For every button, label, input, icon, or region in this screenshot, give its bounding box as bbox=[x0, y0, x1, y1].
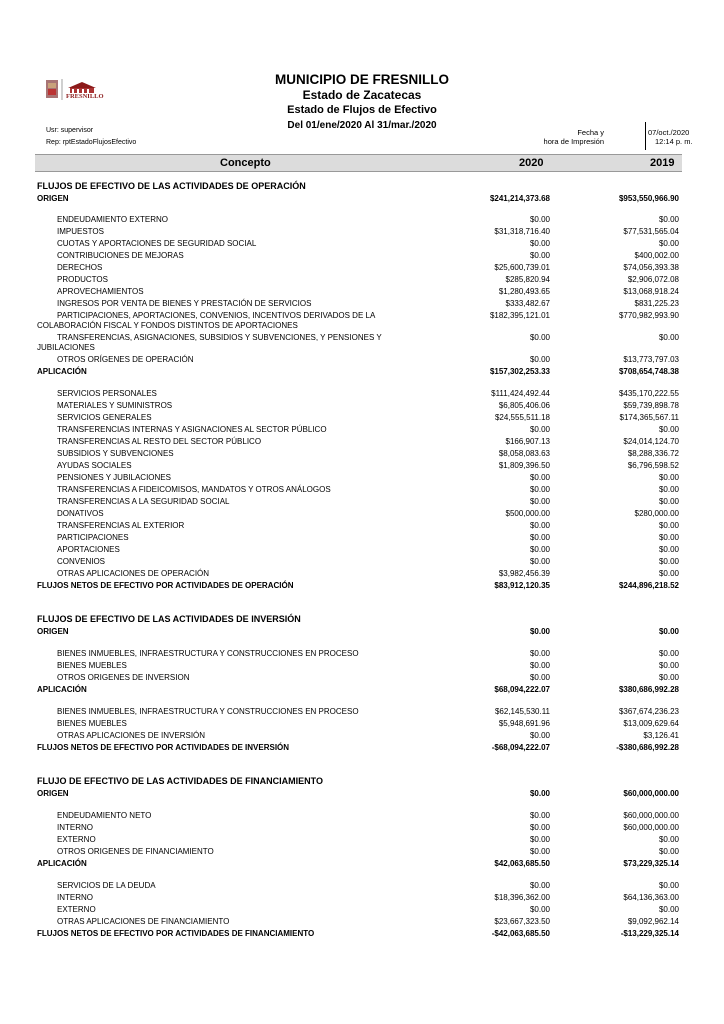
row-label: PARTICIPACIONES, APORTACIONES, CONVENIOS, INCENTIVOS DERIVADOS DE LA bbox=[57, 311, 376, 320]
value-2019: $831,225.23 bbox=[634, 299, 679, 308]
year-2020-header: 2020 bbox=[519, 157, 544, 169]
value-2020: -$42,063,685.50 bbox=[491, 929, 550, 938]
value-2019: $0.00 bbox=[658, 847, 679, 856]
line-item-row bbox=[0, 847, 724, 859]
subtotal-row bbox=[0, 743, 724, 755]
report-id-label: Rep: rptEstadoFlujosEfectivo bbox=[46, 139, 137, 146]
section-heading bbox=[0, 181, 724, 193]
row-label: INTERNO bbox=[57, 823, 93, 832]
value-2019: $13,009,629.64 bbox=[623, 719, 679, 728]
value-2020: $0.00 bbox=[529, 811, 550, 820]
row-label: SUBSIDIOS Y SUBVENCIONES bbox=[57, 449, 174, 458]
value-2020: $0.00 bbox=[529, 473, 550, 482]
row-label: SERVICIOS DE LA DEUDA bbox=[57, 881, 156, 890]
value-2019: $0.00 bbox=[658, 905, 679, 914]
value-2020: $500,000.00 bbox=[505, 509, 550, 518]
line-item-row bbox=[0, 215, 724, 227]
value-2019: $380,686,992.28 bbox=[618, 685, 679, 694]
row-label: AYUDAS SOCIALES bbox=[57, 461, 132, 470]
row-label: INGRESOS POR VENTA DE BIENES Y PRESTACIÓN DE SERVICIOS bbox=[57, 299, 312, 308]
line-item-row bbox=[0, 401, 724, 413]
subtotal-row bbox=[0, 859, 724, 871]
value-2019: $0.00 bbox=[658, 649, 679, 658]
value-2020: $241,214,373.68 bbox=[489, 194, 550, 203]
column-header-bar bbox=[35, 154, 682, 172]
value-2019: $0.00 bbox=[658, 835, 679, 844]
line-item-row bbox=[0, 509, 724, 521]
value-2019: $0.00 bbox=[658, 521, 679, 530]
row-label: APROVECHAMIENTOS bbox=[57, 287, 144, 296]
value-2019: $0.00 bbox=[658, 497, 679, 506]
estado-title: Estado de Zacatecas bbox=[302, 88, 422, 102]
row-label: CUOTAS Y APORTACIONES DE SEGURIDAD SOCIAL bbox=[57, 239, 257, 248]
value-2019: $0.00 bbox=[658, 485, 679, 494]
value-2020: $0.00 bbox=[529, 649, 550, 658]
row-label: DERECHOS bbox=[57, 263, 103, 272]
row-label: FLUJOS NETOS DE EFECTIVO POR ACTIVIDADES DE OPERACIÓN bbox=[37, 581, 294, 590]
value-2019: $0.00 bbox=[658, 661, 679, 670]
value-2020: $0.00 bbox=[529, 251, 550, 260]
value-2019: $13,068,918.24 bbox=[623, 287, 679, 296]
fecha-label: Fecha y bbox=[577, 128, 604, 137]
subtotal-row bbox=[0, 685, 724, 697]
period-title: Del 01/ene/2020 Al 31/mar./2020 bbox=[287, 120, 437, 131]
row-label: MATERIALES Y SUMINISTROS bbox=[57, 401, 173, 410]
row-label: IMPUESTOS bbox=[57, 227, 104, 236]
row-label: ORIGEN bbox=[37, 627, 69, 636]
hora-value: 12:14 p. m. bbox=[655, 137, 693, 146]
subtotal-row bbox=[0, 929, 724, 941]
line-item-row bbox=[0, 569, 724, 581]
value-2020: $0.00 bbox=[529, 521, 550, 530]
concepto-header: Concepto bbox=[220, 157, 271, 169]
line-item-row bbox=[0, 661, 724, 673]
value-2020: $0.00 bbox=[529, 905, 550, 914]
value-2020: $0.00 bbox=[529, 835, 550, 844]
value-2019: $60,000,000.00 bbox=[623, 789, 679, 798]
value-2020: $18,396,362.00 bbox=[494, 893, 550, 902]
value-2020: $0.00 bbox=[529, 215, 550, 224]
row-label: OTRAS APLICACIONES DE OPERACIÓN bbox=[57, 569, 210, 578]
value-2020: -$68,094,222.07 bbox=[491, 743, 550, 752]
line-item-row bbox=[0, 321, 724, 333]
row-label: OTROS ORIGENES DE INVERSION bbox=[57, 673, 190, 682]
row-label: TRANSFERENCIAS, ASIGNACIONES, SUBSIDIOS Y SUBVENCIONES, Y PENSIONES Y bbox=[57, 333, 382, 342]
value-2020: $0.00 bbox=[529, 661, 550, 670]
line-item-row bbox=[0, 649, 724, 661]
line-item-row bbox=[0, 413, 724, 425]
value-2019: $367,674,236.23 bbox=[618, 707, 679, 716]
line-item-row bbox=[0, 227, 724, 239]
value-2019: $770,982,993.90 bbox=[618, 311, 679, 320]
row-label: BIENES INMUEBLES, INFRAESTRUCTURA Y CONSTRUCCIONES EN PROCESO bbox=[57, 649, 359, 658]
value-2019: $244,896,218.52 bbox=[618, 581, 679, 590]
row-label: TRANSFERENCIAS AL EXTERIOR bbox=[57, 521, 185, 530]
line-item-row bbox=[0, 811, 724, 823]
line-item-row bbox=[0, 389, 724, 401]
row-label: APLICACIÓN bbox=[37, 367, 87, 376]
row-label: SERVICIOS GENERALES bbox=[57, 413, 152, 422]
municipio-title: MUNICIPIO DE FRESNILLO bbox=[274, 72, 449, 87]
row-label: TRANSFERENCIAS A LA SEGURIDAD SOCIAL bbox=[57, 497, 230, 506]
value-2019: $0.00 bbox=[658, 333, 679, 342]
subtotal-row bbox=[0, 367, 724, 379]
value-2020: $42,063,685.50 bbox=[494, 859, 550, 868]
row-label: FLUJOS NETOS DE EFECTIVO POR ACTIVIDADES DE FINANCIAMIENTO bbox=[37, 929, 315, 938]
line-item-row bbox=[0, 287, 724, 299]
row-label: EXTERNO bbox=[57, 835, 96, 844]
report-title: Estado de Flujos de Efectivo bbox=[287, 104, 437, 116]
row-label: PARTICIPACIONES bbox=[57, 533, 129, 542]
value-2019: $0.00 bbox=[658, 425, 679, 434]
value-2019: $9,092,962.14 bbox=[627, 917, 679, 926]
section-heading bbox=[0, 614, 724, 626]
value-2020: $6,805,406.06 bbox=[498, 401, 550, 410]
row-label: CONVENIOS bbox=[57, 557, 106, 566]
value-2020: $0.00 bbox=[529, 789, 550, 798]
logo-text: FRESNILLO bbox=[66, 93, 104, 100]
value-2019: $0.00 bbox=[658, 673, 679, 682]
row-label: TRANSFERENCIAS INTERNAS Y ASIGNACIONES AL SECTOR PÚBLICO bbox=[57, 425, 327, 434]
line-item-row bbox=[0, 835, 724, 847]
row-label: BIENES INMUEBLES, INFRAESTRUCTURA Y CONSTRUCCIONES EN PROCESO bbox=[57, 707, 359, 716]
line-item-row bbox=[0, 449, 724, 461]
value-2020: $0.00 bbox=[529, 545, 550, 554]
value-2020: $24,555,511.18 bbox=[494, 413, 550, 422]
line-item-row bbox=[0, 461, 724, 473]
line-item-row bbox=[0, 355, 724, 367]
line-item-row bbox=[0, 557, 724, 569]
value-2019: $0.00 bbox=[658, 215, 679, 224]
line-item-row bbox=[0, 707, 724, 719]
value-2019: $0.00 bbox=[658, 627, 679, 636]
line-item-row bbox=[0, 473, 724, 485]
row-label: FLUJOS NETOS DE EFECTIVO POR ACTIVIDADES DE INVERSIÓN bbox=[37, 743, 290, 752]
row-label: COLABORACIÓN FISCAL Y FONDOS DISTINTOS DE APORTACIONES bbox=[37, 321, 298, 330]
value-2020: $0.00 bbox=[529, 823, 550, 832]
row-label: CONTRIBUCIONES DE MEJORAS bbox=[57, 251, 184, 260]
value-2020: $3,982,456.39 bbox=[498, 569, 550, 578]
row-label: PRODUCTOS bbox=[57, 275, 108, 284]
line-item-row bbox=[0, 263, 724, 275]
value-2019: $0.00 bbox=[658, 569, 679, 578]
value-2020: $23,667,323.50 bbox=[494, 917, 550, 926]
value-2020: $0.00 bbox=[529, 333, 550, 342]
line-item-row bbox=[0, 299, 724, 311]
row-label: FLUJO DE EFECTIVO DE LAS ACTIVIDADES DE FINANCIAMIENTO bbox=[37, 776, 324, 786]
print-timestamp bbox=[543, 128, 693, 150]
subtotal-row bbox=[0, 789, 724, 801]
value-2020: $1,280,493.65 bbox=[498, 287, 550, 296]
row-label: OTROS ORIGENES DE FINANCIAMIENTO bbox=[57, 847, 214, 856]
row-label: BIENES MUEBLES bbox=[57, 661, 127, 670]
value-2019: $0.00 bbox=[658, 881, 679, 890]
value-2020: $182,395,121.01 bbox=[489, 311, 550, 320]
row-label: ENDEUDAMIENTO EXTERNO bbox=[57, 215, 168, 224]
value-2019: $2,906,072.08 bbox=[627, 275, 679, 284]
value-2020: $0.00 bbox=[529, 847, 550, 856]
line-item-row bbox=[0, 881, 724, 893]
value-2019: $60,000,000.00 bbox=[623, 811, 679, 820]
subtotal-row bbox=[0, 627, 724, 639]
value-2020: $0.00 bbox=[529, 557, 550, 566]
line-item-row bbox=[0, 497, 724, 509]
line-item-row bbox=[0, 905, 724, 917]
row-label: FLUJOS DE EFECTIVO DE LAS ACTIVIDADES DE OPERACIÓN bbox=[37, 181, 306, 191]
fecha-value: 07/oct./2020 bbox=[648, 128, 690, 137]
value-2020: $0.00 bbox=[529, 673, 550, 682]
value-2020: $0.00 bbox=[529, 425, 550, 434]
value-2019: $6,796,598.52 bbox=[627, 461, 679, 470]
value-2020: $0.00 bbox=[529, 485, 550, 494]
value-2019: $77,531,565.04 bbox=[623, 227, 679, 236]
line-item-row bbox=[0, 275, 724, 287]
hora-label: hora de Impresión bbox=[543, 137, 604, 146]
row-label: EXTERNO bbox=[57, 905, 96, 914]
timestamp-divider bbox=[645, 122, 646, 150]
value-2020: $0.00 bbox=[529, 355, 550, 364]
line-item-row bbox=[0, 719, 724, 731]
value-2019: -$13,229,325.14 bbox=[620, 929, 679, 938]
line-item-row bbox=[0, 545, 724, 557]
value-2019: $0.00 bbox=[658, 533, 679, 542]
value-2019: $280,000.00 bbox=[634, 509, 679, 518]
value-2019: $8,288,336.72 bbox=[627, 449, 679, 458]
row-label: APLICACIÓN bbox=[37, 859, 87, 868]
value-2019: $435,170,222.55 bbox=[618, 389, 679, 398]
row-label: INTERNO bbox=[57, 893, 93, 902]
row-label: OTRAS APLICACIONES DE INVERSIÓN bbox=[57, 731, 206, 740]
value-2019: $74,056,393.38 bbox=[623, 263, 679, 272]
line-item-row bbox=[0, 917, 724, 929]
value-2020: $0.00 bbox=[529, 497, 550, 506]
line-item-row bbox=[0, 343, 724, 355]
row-label: FLUJOS DE EFECTIVO DE LAS ACTIVIDADES DE INVERSIÓN bbox=[37, 614, 301, 624]
year-2019-header: 2019 bbox=[650, 157, 675, 169]
line-item-row bbox=[0, 437, 724, 449]
value-2020: $83,912,120.35 bbox=[494, 581, 550, 590]
value-2020: $1,809,396.50 bbox=[498, 461, 550, 470]
value-2020: $0.00 bbox=[529, 627, 550, 636]
row-label: OTRAS APLICACIONES DE FINANCIAMIENTO bbox=[57, 917, 230, 926]
value-2019: -$380,686,992.28 bbox=[616, 743, 679, 752]
row-label: TRANSFERENCIAS A FIDEICOMISOS, MANDATOS Y OTROS ANÁLOGOS bbox=[57, 485, 331, 494]
value-2020: $0.00 bbox=[529, 533, 550, 542]
row-label: ENDEUDAMIENTO NETO bbox=[57, 811, 152, 820]
row-label: PENSIONES Y JUBILACIONES bbox=[57, 473, 171, 482]
value-2020: $25,600,739.01 bbox=[494, 263, 550, 272]
line-item-row bbox=[0, 893, 724, 905]
line-item-row bbox=[0, 425, 724, 437]
value-2019: $64,136,363.00 bbox=[623, 893, 679, 902]
value-2019: $174,365,567.11 bbox=[619, 413, 679, 422]
value-2020: $62,145,530.11 bbox=[494, 707, 550, 716]
value-2019: $3,126.41 bbox=[643, 731, 679, 740]
value-2019: $0.00 bbox=[658, 557, 679, 566]
row-label: JUBILACIONES bbox=[37, 343, 95, 352]
row-label: BIENES MUEBLES bbox=[57, 719, 127, 728]
value-2019: $73,229,325.14 bbox=[623, 859, 679, 868]
section-heading bbox=[0, 776, 724, 788]
value-2020: $285,820.94 bbox=[505, 275, 550, 284]
value-2019: $953,550,966.90 bbox=[618, 194, 679, 203]
value-2020: $31,318,716.40 bbox=[494, 227, 550, 236]
line-item-row bbox=[0, 533, 724, 545]
user-label: Usr: supervisor bbox=[46, 127, 94, 134]
row-label: ORIGEN bbox=[37, 194, 69, 203]
line-item-row bbox=[0, 239, 724, 251]
value-2019: $24,014,124.70 bbox=[623, 437, 679, 446]
line-item-row bbox=[0, 521, 724, 533]
value-2019: $59,739,898.78 bbox=[623, 401, 679, 410]
value-2020: $0.00 bbox=[529, 881, 550, 890]
row-label: SERVICIOS PERSONALES bbox=[57, 389, 157, 398]
value-2020: $8,058,083.63 bbox=[498, 449, 550, 458]
value-2019: $708,654,748.38 bbox=[618, 367, 679, 376]
subtotal-row bbox=[0, 194, 724, 206]
row-label: DONATIVOS bbox=[57, 509, 104, 518]
subtotal-row bbox=[0, 581, 724, 593]
value-2019: $0.00 bbox=[658, 239, 679, 248]
row-label: ORIGEN bbox=[37, 789, 69, 798]
row-label: APLICACIÓN bbox=[37, 685, 87, 694]
row-label: OTROS ORÍGENES DE OPERACIÓN bbox=[57, 355, 194, 364]
value-2020: $0.00 bbox=[529, 239, 550, 248]
value-2020: $157,302,253.33 bbox=[489, 367, 550, 376]
row-label: TRANSFERENCIAS AL RESTO DEL SECTOR PÚBLICO bbox=[57, 437, 262, 446]
value-2020: $166,907.13 bbox=[505, 437, 550, 446]
value-2020: $0.00 bbox=[529, 731, 550, 740]
value-2019: $60,000,000.00 bbox=[623, 823, 679, 832]
value-2019: $400,002.00 bbox=[634, 251, 679, 260]
line-item-row bbox=[0, 251, 724, 263]
value-2020: $68,094,222.07 bbox=[494, 685, 550, 694]
value-2019: $0.00 bbox=[658, 545, 679, 554]
value-2019: $0.00 bbox=[658, 473, 679, 482]
line-item-row bbox=[0, 485, 724, 497]
line-item-row bbox=[0, 823, 724, 835]
row-label: APORTACIONES bbox=[57, 545, 120, 554]
value-2020: $5,948,691.96 bbox=[498, 719, 550, 728]
value-2020: $333,482.67 bbox=[505, 299, 550, 308]
value-2020: $111,424,492.44 bbox=[491, 389, 550, 398]
line-item-row bbox=[0, 673, 724, 685]
value-2019: $13,773,797.03 bbox=[623, 355, 679, 364]
line-item-row bbox=[0, 731, 724, 743]
